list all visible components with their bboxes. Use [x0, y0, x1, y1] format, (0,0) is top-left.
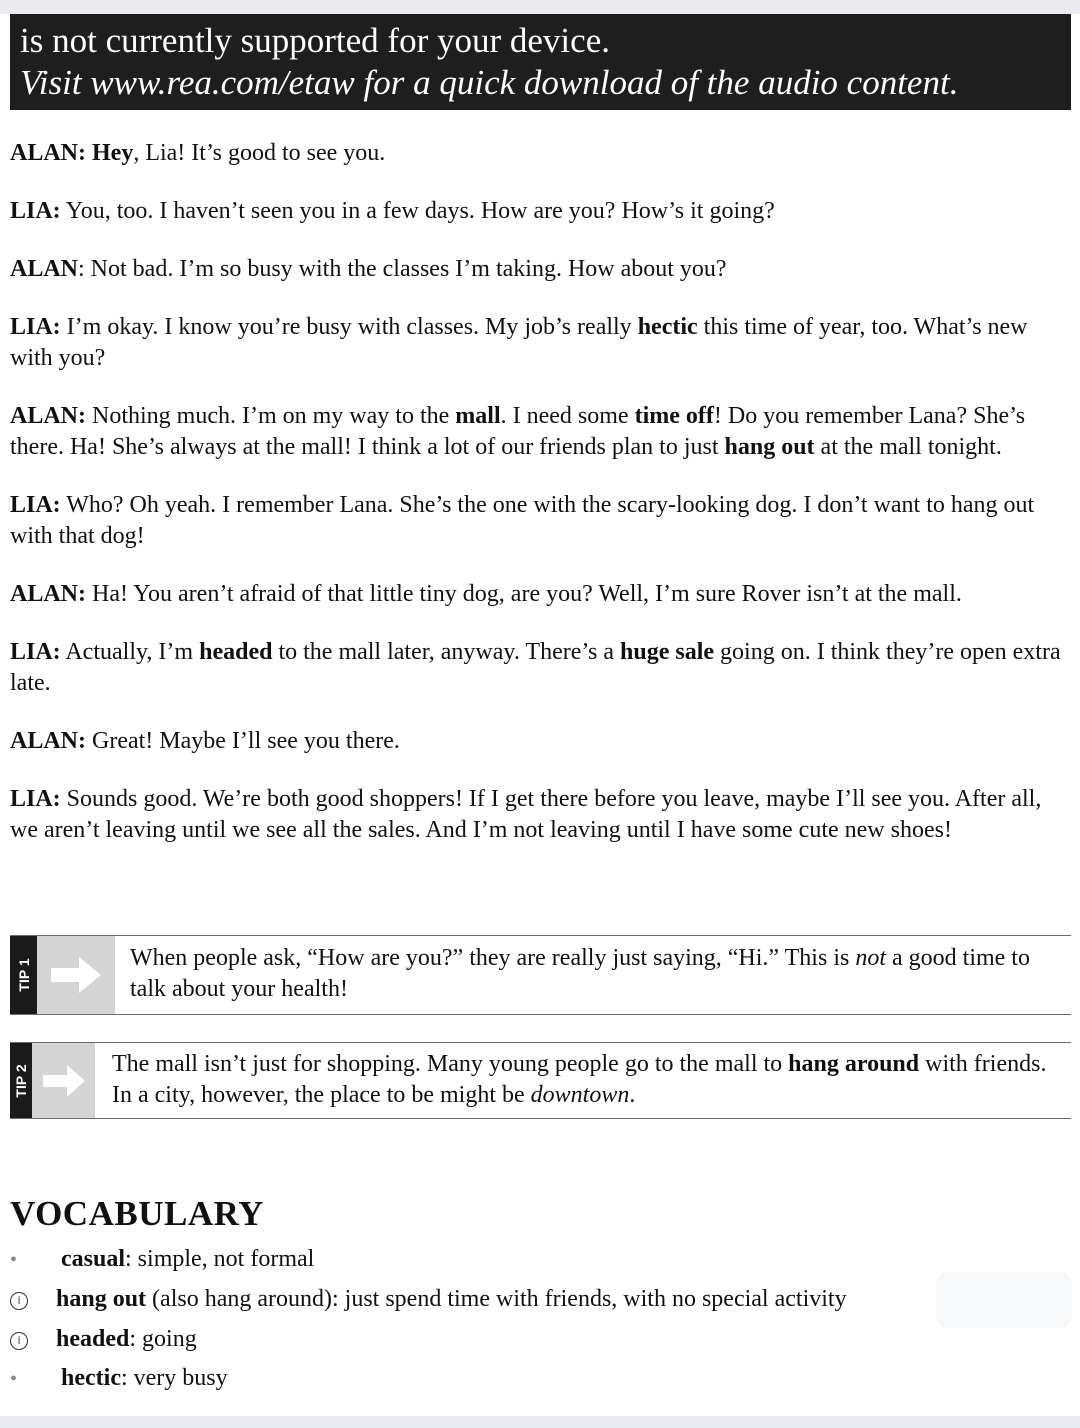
- vocabulary-term: hectic: [61, 1365, 121, 1391]
- info-icon: [10, 1325, 56, 1356]
- speaker-name: LIA:: [10, 314, 61, 340]
- dialog-segment: ! Do you remember Lana? She’s there. Ha! She’s always at the mall! I think a lot of our friends plan to just: [10, 403, 1026, 460]
- faint-overlay-button[interactable]: [936, 1272, 1072, 1328]
- tip-1-box: [10, 935, 1071, 1015]
- tip-1-segment: When people ask, “How are you?” they are really just saying, “Hi.” This is: [130, 945, 856, 971]
- vocabulary-heading: VOCABULARY: [10, 1194, 264, 1233]
- banner-line-1: is not currently supported for your device.: [20, 21, 610, 60]
- dialog-segment: this time of year, too. What’s new with you?: [10, 314, 1028, 371]
- tip-2-segment: hang around: [788, 1051, 920, 1077]
- bullet-icon: •: [10, 1249, 18, 1271]
- dialog-segment: : Not bad. I’m so busy with the classes I’m taking. How about you?: [78, 256, 727, 282]
- dialog-segment: hectic: [637, 314, 698, 340]
- tip-1-tab: [10, 936, 37, 1014]
- speaker-name: ALAN: [10, 256, 79, 282]
- tip-2-segment: downtown: [530, 1082, 630, 1108]
- dialog-line: [10, 579, 1072, 610]
- vocabulary-item: [10, 1244, 314, 1276]
- dialog-line: [10, 312, 1072, 374]
- vocabulary-term: hang out: [56, 1286, 147, 1312]
- dialog-line: [10, 138, 1072, 169]
- speaker-name: LIA:: [10, 492, 61, 518]
- dialog-segment: Ha! You aren’t afraid of that little tiny dog, are you? Well, I’m sure Rover isn’t at the mall.: [86, 581, 962, 607]
- bottom-strip: [0, 1416, 1080, 1428]
- tip-2-tab: [10, 1043, 32, 1118]
- dialog-segment: going on. I think they’re open extra late.: [10, 639, 1061, 696]
- dialog-segment: You, too. I haven’t seen you in a few days. How are you? How’s it going?: [60, 198, 775, 224]
- speaker-name: ALAN:: [10, 140, 86, 166]
- tip-2-box: [10, 1042, 1071, 1119]
- vocabulary-definition: (also hang around): just spend time with friends, with no special activity: [146, 1286, 847, 1312]
- dialog-segment: headed: [199, 639, 273, 665]
- tip-2-text: [112, 1049, 1052, 1111]
- dialog-segment: Nothing much. I’m on my way to the: [86, 403, 456, 429]
- dialog-segment: at the mall tonight.: [814, 434, 1002, 460]
- dialog-line: [10, 401, 1072, 463]
- dialog-segment: , Lia! It’s good to see you.: [133, 140, 386, 166]
- dialog-transcript: [10, 138, 1072, 846]
- info-icon-circle: i: [10, 1332, 28, 1350]
- top-strip: [0, 0, 1080, 14]
- vocabulary-term: headed: [56, 1326, 130, 1352]
- tip-1-segment: a good time to talk about your health!: [130, 945, 1030, 1002]
- dialog-line: [10, 637, 1072, 699]
- vocabulary-term: casual: [61, 1246, 126, 1272]
- right-arrow-icon: [49, 955, 103, 995]
- dialog-segment: Great! Maybe I’ll see you there.: [86, 728, 400, 754]
- tip-2-arrow-box: [32, 1043, 95, 1118]
- speaker-name: ALAN:: [10, 728, 86, 754]
- speaker-name: LIA:: [10, 639, 61, 665]
- dialog-segment: hang out: [724, 434, 815, 460]
- tip-1-text: [130, 943, 1050, 1005]
- dialog-line: [10, 784, 1072, 846]
- tip-2-segment: with friends. In a city, however, the place to be might be: [112, 1051, 1047, 1108]
- tip-1-segment: not: [855, 945, 886, 971]
- dialog-line: [10, 254, 1072, 285]
- info-icon: [10, 1285, 56, 1316]
- dialog-segment: . I need some: [500, 403, 635, 429]
- dialog-segment: mall: [455, 403, 501, 429]
- dialog-segment: time off: [634, 403, 714, 429]
- vocabulary-item: [10, 1363, 228, 1395]
- tip-2-segment: The mall isn’t just for shopping. Many young people go to the mall to: [112, 1051, 789, 1077]
- tip-1-label: TIP 1: [15, 958, 32, 992]
- speaker-name: ALAN:: [10, 581, 86, 607]
- right-arrow-icon: [41, 1063, 87, 1099]
- vocabulary-definition: : going: [129, 1326, 197, 1352]
- dialog-line: [10, 726, 1072, 757]
- dialog-segment: I’m okay. I know you’re busy with classes. My job’s really: [60, 314, 638, 340]
- dialog-line: [10, 490, 1072, 552]
- bullet-icon: •: [10, 1368, 18, 1390]
- vocabulary-item: [10, 1284, 847, 1316]
- dialog-line: [10, 196, 1072, 227]
- dialog-segment: Who? Oh yeah. I remember Lana. She’s the one with the scary-looking dog. I don’t want to hang out with that dog!: [10, 492, 1035, 549]
- dialog-segment: to the mall later, anyway. There’s a: [272, 639, 621, 665]
- dialog-segment: Hey: [92, 140, 134, 166]
- dialog-segment: Sounds good. We’re both good shoppers! If I get there before you leave, maybe I’ll see you. After all, we aren’t leaving until we see all the sales. And I’m not leaving until I have some cute new shoes!: [10, 786, 1042, 843]
- tip-1-arrow-box: [37, 936, 115, 1014]
- dialog-segment: huge sale: [620, 639, 715, 665]
- speaker-name: LIA:: [10, 786, 61, 812]
- dialog-segment: Actually, I’m: [60, 639, 200, 665]
- tip-2-segment: .: [629, 1082, 636, 1108]
- vocabulary-definition: : very busy: [120, 1365, 228, 1391]
- vocabulary-item: [10, 1324, 197, 1356]
- banner-line-2: Visit www.rea.com/etaw for a quick download of the audio content.: [20, 63, 959, 102]
- vocabulary-definition: : simple, not formal: [125, 1246, 315, 1272]
- audio-unsupported-banner: [10, 14, 1071, 110]
- info-icon-circle: i: [10, 1292, 28, 1310]
- speaker-name: ALAN:: [10, 403, 86, 429]
- speaker-name: LIA:: [10, 198, 61, 224]
- tip-2-label: TIP 2: [13, 1063, 29, 1098]
